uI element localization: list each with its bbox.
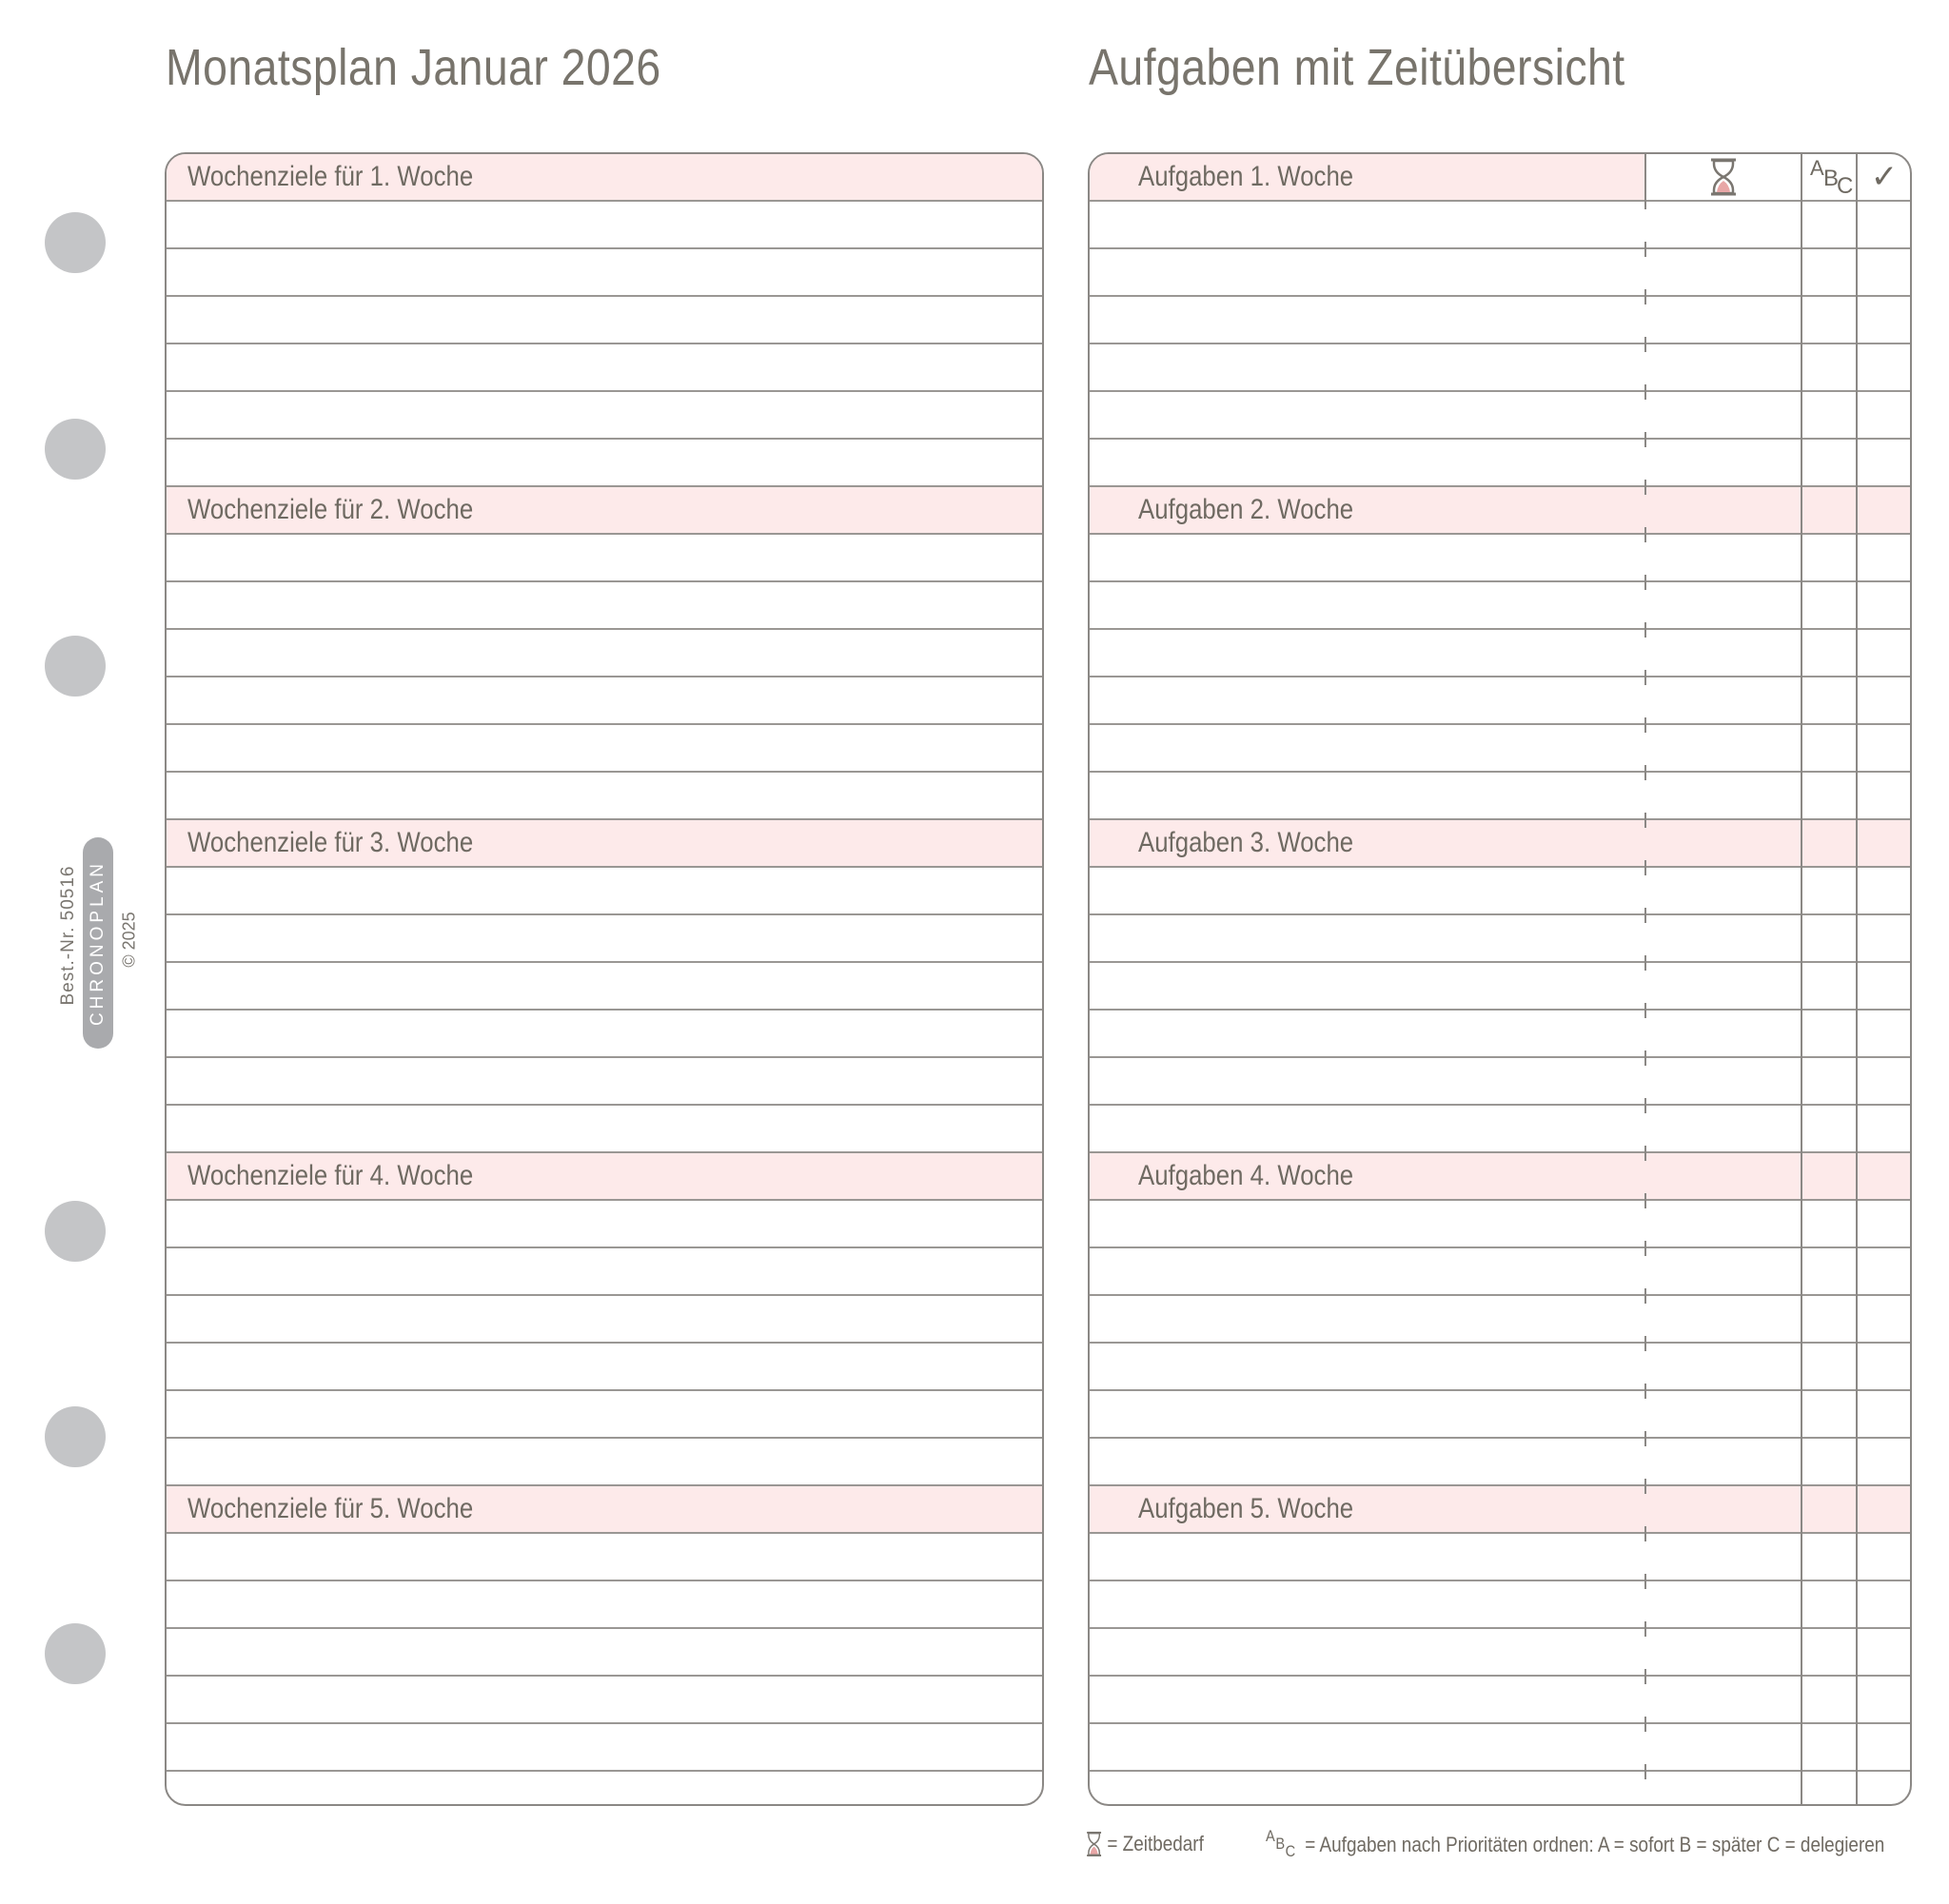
- tasks-entry-line[interactable]: [1090, 915, 1910, 963]
- tasks-entry-line[interactable]: [1090, 1011, 1910, 1058]
- goals-entry-line[interactable]: [167, 677, 1042, 725]
- tasks-week-header: [1090, 487, 1910, 535]
- goals-entry-line[interactable]: [167, 630, 1042, 677]
- goals-entry-line[interactable]: [167, 392, 1042, 440]
- goals-entry-line[interactable]: [167, 915, 1042, 963]
- time-tick-mark: [1644, 1479, 1646, 1494]
- tasks-entry-line[interactable]: [1090, 1106, 1910, 1153]
- time-tick-mark: [1644, 1526, 1646, 1541]
- legend-priorities: [1266, 1827, 1885, 1860]
- time-tick-mark: [1644, 289, 1646, 304]
- time-column-header: [1646, 154, 1801, 200]
- tasks-entry-line[interactable]: [1090, 1439, 1910, 1486]
- tasks-entry-line[interactable]: [1090, 1391, 1910, 1439]
- time-tick-mark: [1644, 1146, 1646, 1161]
- tasks-entry-line[interactable]: [1090, 297, 1910, 344]
- time-tick-mark: [1644, 1098, 1646, 1113]
- time-tick-mark: [1644, 813, 1646, 828]
- priority-column-header: [1802, 154, 1856, 200]
- goals-entry-line[interactable]: [167, 963, 1042, 1011]
- goals-entry-line[interactable]: [167, 1201, 1042, 1248]
- time-tick-mark: [1644, 242, 1646, 257]
- tasks-week-header: [1090, 1486, 1910, 1534]
- goals-week-header: [167, 154, 1042, 202]
- legend-time-text: = Zeitbedarf: [1107, 1832, 1204, 1855]
- tasks-entry-line[interactable]: [1090, 725, 1910, 773]
- tasks-entry-line[interactable]: [1090, 1534, 1910, 1581]
- time-tick-mark: [1644, 1621, 1646, 1637]
- punch-hole: [45, 1623, 106, 1684]
- goals-entry-line[interactable]: [167, 1724, 1042, 1772]
- time-tick-mark: [1644, 384, 1646, 400]
- punch-hole: [45, 212, 106, 273]
- goals-entry-line[interactable]: [167, 1058, 1042, 1106]
- brand-logo: CHRONOPLAN: [83, 837, 113, 1049]
- time-tick-mark: [1644, 1574, 1646, 1589]
- tasks-entry-line[interactable]: [1090, 1344, 1910, 1391]
- legend-priorities-text: = Aufgaben nach Prioritäten ordnen: A = sofort B = später C = delegieren: [1305, 1833, 1885, 1856]
- time-tick-mark: [1644, 1003, 1646, 1018]
- goals-entry-line[interactable]: [167, 1677, 1042, 1724]
- goals-entry-line[interactable]: [167, 1296, 1042, 1344]
- tasks-entry-line[interactable]: [1090, 1629, 1910, 1677]
- goals-entry-line[interactable]: [167, 1534, 1042, 1581]
- tasks-entry-line[interactable]: [1090, 963, 1910, 1011]
- goals-week-header: [167, 1486, 1042, 1534]
- tasks-week-header: [1090, 1153, 1910, 1201]
- time-tick-mark: [1644, 1431, 1646, 1446]
- tasks-week-label: Aufgaben 3. Woche: [1138, 827, 1354, 858]
- goals-entry-line[interactable]: [167, 773, 1042, 820]
- tasks-week-header: [1090, 820, 1910, 868]
- abc-a: A: [1266, 1827, 1275, 1845]
- time-tick-mark: [1644, 1384, 1646, 1399]
- goals-entry-line[interactable]: [167, 725, 1042, 773]
- tasks-entry-line[interactable]: [1090, 249, 1910, 297]
- goals-week-label: Wochenziele für 3. Woche: [187, 827, 474, 858]
- time-tick-mark: [1644, 955, 1646, 971]
- time-tick-mark: [1644, 765, 1646, 780]
- goals-entry-line[interactable]: [167, 440, 1042, 487]
- goals-entry-line[interactable]: [167, 249, 1042, 297]
- tasks-week-label: Aufgaben 2. Woche: [1138, 494, 1354, 525]
- goals-entry-line[interactable]: [167, 868, 1042, 915]
- time-tick-mark: [1644, 1764, 1646, 1779]
- time-tick-mark: [1644, 1241, 1646, 1256]
- punch-hole: [45, 1406, 106, 1467]
- abc-priority-icon: [1802, 154, 1854, 200]
- abc-b: B: [1275, 1835, 1286, 1853]
- tasks-entry-line[interactable]: [1090, 1248, 1910, 1296]
- goals-entry-line[interactable]: [167, 1011, 1042, 1058]
- tasks-entry-line[interactable]: [1090, 1201, 1910, 1248]
- tasks-entry-line[interactable]: [1090, 868, 1910, 915]
- abc-a: A: [1810, 156, 1824, 180]
- tasks-entry-line[interactable]: [1090, 1058, 1910, 1106]
- goals-entry-line[interactable]: [167, 535, 1042, 582]
- check-column-divider: [1856, 154, 1858, 1804]
- time-tick-mark: [1644, 1050, 1646, 1066]
- goals-week-label: Wochenziele für 4. Woche: [187, 1160, 474, 1191]
- hourglass-icon: [1709, 158, 1738, 196]
- tasks-entry-line[interactable]: [1090, 440, 1910, 487]
- time-tick-mark: [1644, 337, 1646, 352]
- goals-entry-line[interactable]: [167, 1629, 1042, 1677]
- goals-entry-line[interactable]: [167, 1344, 1042, 1391]
- time-tick-mark: [1644, 575, 1646, 590]
- time-tick-mark: [1644, 908, 1646, 923]
- tasks-entry-line[interactable]: [1090, 202, 1910, 249]
- tasks-entry-line[interactable]: [1090, 773, 1910, 820]
- goals-entry-line[interactable]: [167, 1439, 1042, 1486]
- goals-entry-line[interactable]: [167, 1391, 1042, 1439]
- time-tick-mark: [1644, 670, 1646, 685]
- goals-week-label: Wochenziele für 1. Woche: [187, 161, 474, 192]
- time-tick-mark: [1644, 432, 1646, 447]
- goals-entry-line[interactable]: [167, 1772, 1042, 1806]
- tasks-entry-line[interactable]: [1090, 392, 1910, 440]
- time-tick-mark: [1644, 622, 1646, 638]
- tasks-entry-line[interactable]: [1090, 1296, 1910, 1344]
- goals-week-label: Wochenziele für 5. Woche: [187, 1493, 474, 1524]
- page-title-tasks: Aufgaben mit Zeitübersicht: [1089, 39, 1625, 96]
- tasks-week-label: Aufgaben 1. Woche: [1138, 161, 1354, 192]
- punch-hole: [45, 1201, 106, 1262]
- tasks-entry-line[interactable]: [1090, 1724, 1910, 1772]
- tasks-entry-line[interactable]: [1090, 1772, 1910, 1806]
- goals-entry-line[interactable]: [167, 297, 1042, 344]
- hourglass-icon: [1086, 1831, 1102, 1857]
- tasks-week-label: Aufgaben 5. Woche: [1138, 1493, 1354, 1524]
- time-tick-mark: [1644, 1288, 1646, 1304]
- goals-entry-line[interactable]: [167, 1581, 1042, 1629]
- tasks-panel: [1088, 152, 1912, 1806]
- abc-c: C: [1285, 1842, 1296, 1860]
- punch-hole: [45, 636, 106, 697]
- tasks-entry-line[interactable]: [1090, 535, 1910, 582]
- copyright-note: © 2025: [119, 912, 139, 968]
- tasks-entry-line[interactable]: [1090, 1677, 1910, 1724]
- tasks-entry-line[interactable]: [1090, 344, 1910, 392]
- punch-hole: [45, 419, 106, 480]
- goals-entry-line[interactable]: [167, 582, 1042, 630]
- time-tick-mark: [1644, 1669, 1646, 1684]
- tasks-entry-line[interactable]: [1090, 630, 1910, 677]
- checkmark-icon: ✓: [1870, 159, 1899, 195]
- time-tick-mark: [1644, 1193, 1646, 1208]
- time-tick-mark: [1644, 480, 1646, 495]
- abc-priority-icon: [1266, 1827, 1302, 1860]
- order-number: Best.-Nr. 50516: [58, 865, 78, 1006]
- time-tick-mark: [1644, 527, 1646, 542]
- tasks-entry-line[interactable]: [1090, 582, 1910, 630]
- goals-week-label: Wochenziele für 2. Woche: [187, 494, 474, 525]
- tasks-entry-line[interactable]: [1090, 1581, 1910, 1629]
- tasks-entry-line[interactable]: [1090, 677, 1910, 725]
- legend-time-requirement: [1086, 1831, 1204, 1857]
- time-tick-mark: [1644, 860, 1646, 875]
- weekly-goals-panel: [165, 152, 1044, 1806]
- goals-entry-line[interactable]: [167, 344, 1042, 392]
- abc-b: B: [1823, 166, 1840, 191]
- page-title-monthly-plan: Monatsplan Januar 2026: [166, 39, 661, 96]
- time-tick-mark: [1644, 1336, 1646, 1351]
- goals-entry-line[interactable]: [167, 1248, 1042, 1296]
- priority-column-divider: [1801, 154, 1802, 1804]
- goals-entry-line[interactable]: [167, 1106, 1042, 1153]
- goals-week-header: [167, 820, 1042, 868]
- goals-week-header: [167, 1153, 1042, 1201]
- goals-week-header: [167, 487, 1042, 535]
- time-tick-mark: [1644, 1717, 1646, 1732]
- abc-c: C: [1837, 173, 1854, 199]
- time-tick-mark: [1644, 717, 1646, 733]
- goals-entry-line[interactable]: [167, 202, 1042, 249]
- tasks-week-label: Aufgaben 4. Woche: [1138, 1160, 1354, 1191]
